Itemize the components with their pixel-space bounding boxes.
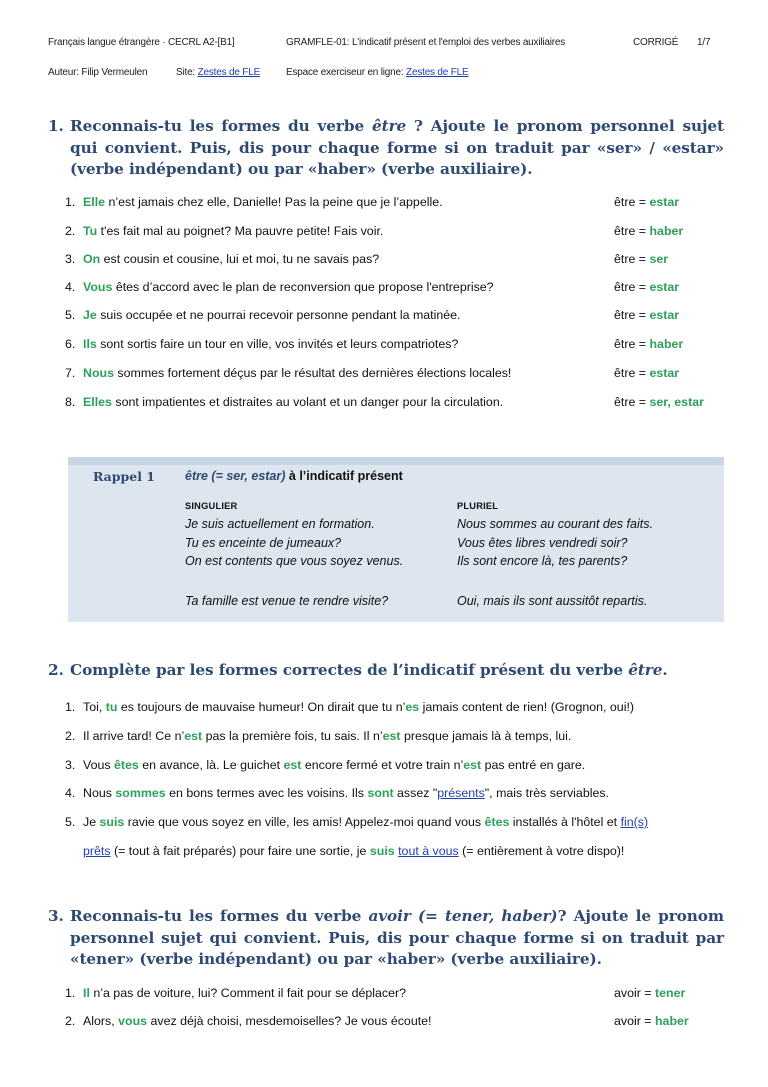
answer-word: êtes bbox=[484, 815, 510, 829]
online-link[interactable]: Zestes de FLE bbox=[406, 67, 469, 78]
answer-word: est bbox=[184, 729, 203, 743]
answer-value: estar bbox=[649, 308, 680, 322]
item-text: Il arrive tard! Ce n’ bbox=[83, 729, 185, 743]
answer-label: être = bbox=[614, 224, 650, 238]
q2-title-a: Complète par les formes correctes de l’indicatif présent du verbe bbox=[70, 661, 629, 679]
item-number: 2. bbox=[65, 224, 76, 238]
item-text: ravie que vous soyez en ville, les amis! Appelez-moi quand vous bbox=[124, 815, 485, 829]
q3-title-em: avoir (= tener, haber) bbox=[368, 907, 558, 925]
singular-2: Tu es enceinte de jumeaux? bbox=[185, 536, 342, 550]
answer-word: est bbox=[382, 729, 401, 743]
answer-word: est bbox=[283, 758, 302, 772]
q2-item bbox=[65, 786, 609, 800]
item-text: Toi, bbox=[83, 700, 106, 714]
item-text: sommes fortement déçus par le résultat des dernières élections locales! bbox=[113, 366, 512, 380]
item-number: 5. bbox=[65, 815, 76, 829]
q1-answer bbox=[614, 252, 668, 266]
q3-number: 3. bbox=[48, 907, 64, 925]
q2-title bbox=[48, 660, 724, 682]
item-number: 2. bbox=[65, 1014, 76, 1028]
item-number: 3. bbox=[65, 758, 76, 772]
q1-number: 1. bbox=[48, 117, 64, 135]
answer-pronoun: Elle bbox=[83, 195, 106, 209]
q1-item bbox=[65, 308, 460, 322]
answer-label: être = bbox=[614, 280, 650, 294]
item-text: est cousin et cousine, lui et moi, tu ne savais pas? bbox=[100, 252, 380, 266]
q1-answer bbox=[614, 366, 679, 380]
answer-label: être = bbox=[614, 366, 650, 380]
vocab-link[interactable]: prêts bbox=[83, 844, 111, 858]
vocab-link[interactable]: fin(s) bbox=[620, 815, 649, 829]
item-text: en avance, là. Le guichet bbox=[138, 758, 284, 772]
item-number: 4. bbox=[65, 280, 76, 294]
answer-pronoun: vous bbox=[118, 1014, 148, 1028]
answer-word: sont bbox=[367, 786, 394, 800]
item-number: 8. bbox=[65, 395, 76, 409]
extra-singular: Ta famille est venue te rendre visite? bbox=[185, 594, 389, 608]
q2-item bbox=[65, 700, 634, 714]
item-number: 1. bbox=[65, 986, 76, 1000]
header-course: Français langue étrangère · CECRL A2-[B1] bbox=[48, 37, 235, 48]
item-text: t'es fait mal au poignet? Ma pauvre petite! Fais voir. bbox=[97, 224, 384, 238]
rappel-title-em: être (= ser, estar) bbox=[185, 469, 286, 483]
item-text: sont impatientes et distraites au volant et un danger pour la circulation. bbox=[111, 395, 504, 409]
answer-value: estar bbox=[649, 195, 680, 209]
extra-plural: Oui, mais ils sont aussitôt repartis. bbox=[457, 594, 648, 608]
q1-answer bbox=[614, 280, 679, 294]
header-site bbox=[176, 67, 260, 78]
item-text: sont sortis faire un tour en ville, vos invités et leurs compatriotes? bbox=[96, 337, 459, 351]
answer-word: es bbox=[405, 700, 420, 714]
answer-pronoun: Elles bbox=[83, 395, 112, 409]
item-text: Nous bbox=[83, 786, 116, 800]
answer-word: sommes bbox=[115, 786, 166, 800]
answer-word: tu bbox=[105, 700, 118, 714]
answer-value: estar bbox=[649, 280, 680, 294]
item-text: êtes d’accord avec le plan de reconversion que propose l'entreprise? bbox=[112, 280, 494, 294]
q1-title-a: Reconnais-tu les formes du verbe bbox=[70, 117, 372, 135]
answer-pronoun: Il bbox=[83, 986, 90, 1000]
item-text: Vous bbox=[83, 758, 115, 772]
answer-pronoun: Tu bbox=[83, 224, 98, 238]
answer-label: être = bbox=[614, 395, 650, 409]
answer-word: suis bbox=[369, 844, 395, 858]
q2-item bbox=[65, 815, 648, 829]
rappel-title-rest: à l’indicatif présent bbox=[285, 469, 403, 483]
q2-item-continuation bbox=[83, 844, 624, 858]
q3-item bbox=[65, 986, 406, 1000]
q3-answer bbox=[614, 986, 685, 1000]
rappel-box bbox=[68, 457, 724, 622]
online-label: Espace exerciseur en ligne: bbox=[286, 67, 404, 78]
item-number: 4. bbox=[65, 786, 76, 800]
item-number: 1. bbox=[65, 195, 76, 209]
item-text: jamais content de rien! (Grognon, oui!) bbox=[419, 700, 635, 714]
q3-title-b: ? Ajoute le pronom personnel sujet qui convient. Puis, dis pour chaque forme si on traduit par «tener» (verbe indépendant) ou par «haber» (verbe auxiliaire). bbox=[70, 907, 724, 968]
plural-1: Nous sommes au courant des faits. bbox=[457, 517, 653, 531]
item-text: es toujours de mauvaise humeur! On dirait que tu n’ bbox=[117, 700, 406, 714]
q1-answer bbox=[614, 195, 679, 209]
vocab-link[interactable]: présents bbox=[437, 786, 485, 800]
answer-value: haber bbox=[649, 224, 684, 238]
item-text: pas la première fois, tu sais. Il n’ bbox=[202, 729, 383, 743]
answer-word: êtes bbox=[114, 758, 139, 772]
site-label: Site: bbox=[176, 67, 196, 78]
item-text: installés à l'hôtel et bbox=[509, 815, 621, 829]
item-text: presque jamais là à temps, lui. bbox=[400, 729, 572, 743]
q2-number: 2. bbox=[48, 661, 64, 679]
item-number: 2. bbox=[65, 729, 76, 743]
item-number: 7. bbox=[65, 366, 76, 380]
q1-item bbox=[65, 395, 503, 409]
q1-item bbox=[65, 195, 443, 209]
header-status: CORRIGÉ bbox=[633, 37, 679, 48]
answer-label: être = bbox=[614, 195, 650, 209]
item-number: 6. bbox=[65, 337, 76, 351]
item-text: Alors, bbox=[83, 1014, 119, 1028]
answer-word: est bbox=[463, 758, 482, 772]
answer-pronoun: On bbox=[83, 252, 101, 266]
item-text: pas entré en gare. bbox=[481, 758, 586, 772]
item-text: (= entièrement à votre dispo)! bbox=[458, 844, 625, 858]
q1-answer bbox=[614, 395, 704, 409]
site-link[interactable]: Zestes de FLE bbox=[197, 67, 261, 78]
answer-value: estar bbox=[649, 366, 680, 380]
item-number: 3. bbox=[65, 252, 76, 266]
rappel-title bbox=[185, 469, 403, 483]
q1-title bbox=[48, 116, 724, 181]
answer-pronoun: Ils bbox=[83, 337, 97, 351]
q1-item bbox=[65, 224, 383, 238]
answer-value: haber bbox=[654, 1014, 689, 1028]
answer-pronoun: Nous bbox=[83, 366, 114, 380]
singular-1: Je suis actuellement en formation. bbox=[185, 517, 375, 531]
header-title: GRAMFLE-01: L'indicatif présent et l'emploi des verbes auxiliaires bbox=[286, 37, 566, 48]
answer-label: être = bbox=[614, 337, 650, 351]
item-text: n’est jamais chez elle, Danielle! Pas la peine que je l’appelle. bbox=[105, 195, 443, 209]
q2-item bbox=[65, 729, 571, 743]
q1-item bbox=[65, 337, 458, 351]
rappel-label: Rappel 1 bbox=[93, 469, 156, 484]
answer-pronoun: Vous bbox=[83, 280, 113, 294]
item-text: (= tout à fait préparés) pour faire une sortie, je bbox=[110, 844, 370, 858]
item-text: assez " bbox=[393, 786, 438, 800]
q1-answer bbox=[614, 337, 683, 351]
item-number: 1. bbox=[65, 700, 76, 714]
header-page: 1/7 bbox=[697, 37, 711, 48]
q2-title-b: . bbox=[662, 661, 668, 679]
q3-title bbox=[48, 906, 724, 971]
q2-title-em: être bbox=[628, 661, 663, 679]
q1-item bbox=[65, 280, 494, 294]
singular-header: SINGULIER bbox=[185, 501, 238, 511]
item-text: en bons termes avec les voisins. Ils bbox=[165, 786, 368, 800]
q3-title-a: Reconnais-tu les formes du verbe bbox=[70, 907, 369, 925]
item-text: n’a pas de voiture, lui? Comment il fait pour se déplacer? bbox=[89, 986, 407, 1000]
q1-answer bbox=[614, 224, 683, 238]
plural-2: Vous êtes libres vendredi soir? bbox=[457, 536, 628, 550]
item-text: avez déjà choisi, mesdemoiselles? Je vous écoute! bbox=[147, 1014, 432, 1028]
item-number: 5. bbox=[65, 308, 76, 322]
q3-item bbox=[65, 1014, 432, 1028]
q2-item bbox=[65, 758, 585, 772]
rappel-band bbox=[68, 457, 724, 465]
answer-value: tener bbox=[654, 986, 686, 1000]
item-text: ", mais très serviables. bbox=[484, 786, 609, 800]
answer-label: être = bbox=[614, 308, 650, 322]
vocab-link[interactable]: tout à vous bbox=[398, 844, 459, 858]
answer-label: être = bbox=[614, 252, 650, 266]
plural-3: Ils sont encore là, tes parents? bbox=[457, 554, 628, 568]
answer-value: ser, estar bbox=[649, 395, 704, 409]
singular-3: On est contents que vous soyez venus. bbox=[185, 554, 404, 568]
q1-title-em: être bbox=[371, 117, 407, 135]
answer-value: haber bbox=[649, 337, 684, 351]
answer-value: ser bbox=[649, 252, 669, 266]
plural-header: PLURIEL bbox=[457, 501, 499, 511]
q1-item bbox=[65, 366, 511, 380]
q3-answer bbox=[614, 1014, 689, 1028]
q1-title-b: ? Ajoute le pronom personnel sujet qui convient. Puis, dis pour chaque forme si on traduit par «ser» / «estar» (verbe indépendant) ou par «haber» (verbe auxiliaire). bbox=[70, 117, 725, 178]
item-text: encore fermé et votre train n’ bbox=[301, 758, 464, 772]
item-text: Je bbox=[83, 815, 100, 829]
q1-answer bbox=[614, 308, 679, 322]
answer-word: suis bbox=[99, 815, 125, 829]
answer-label: avoir = bbox=[614, 1014, 655, 1028]
answer-label: avoir = bbox=[614, 986, 655, 1000]
item-text: suis occupée et ne pourrai recevoir personne pendant la matinée. bbox=[96, 308, 461, 322]
answer-pronoun: Je bbox=[83, 308, 97, 322]
q1-item bbox=[65, 252, 379, 266]
header-online bbox=[286, 67, 468, 78]
header-author: Auteur: Filip Vermeulen bbox=[48, 67, 148, 78]
